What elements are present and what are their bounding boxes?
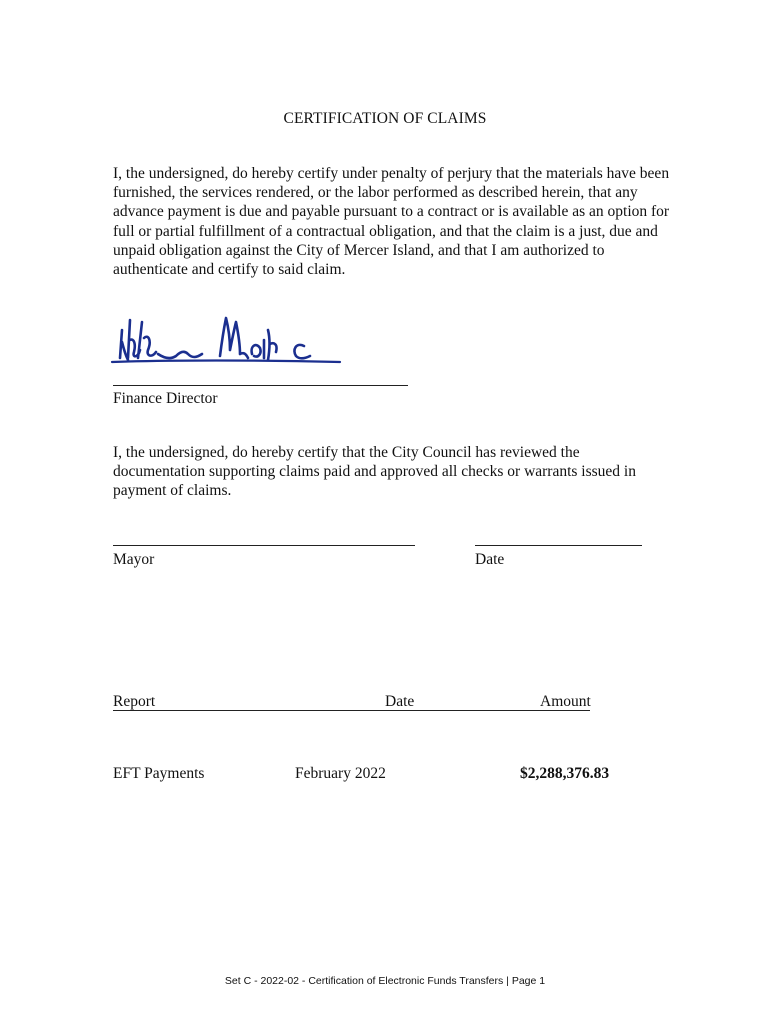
amount-header: Amount (540, 693, 591, 710)
row-amount-cell: $2,288,376.83 (520, 765, 610, 782)
finance-director-signature-line (113, 385, 408, 386)
page-footer: Set C - 2022-02 - Certification of Electronic Funds Transfers | Page 1 (224, 975, 546, 987)
date-label: Date (475, 551, 505, 568)
certification-paragraph: I, the undersigned, do hereby certify under penalty of perjury that the materials have been furnished, the services rendered, or the labor performed as described herein, that any advance payment is due and payable pursuant to a contract or is available as an option for full or partial fulfillment of a contractual obligation, and that the claim is a just, due and unpaid obligation against the City of Mercer Island, and that I am authorized to authenticate and certify to said claim. (113, 165, 670, 279)
report-table-header (113, 693, 593, 713)
council-paragraph: I, the undersigned, do hereby certify that the City Council has reviewed the documentation supporting claims paid and approved all checks or warrants issued in payment of claims. (113, 444, 636, 500)
finance-director-label: Finance Director (113, 390, 218, 407)
report-header: Report (113, 693, 156, 710)
date-header: Date (385, 693, 415, 710)
date-signature-line (475, 545, 642, 546)
report-header-underline (113, 710, 590, 711)
row-report-cell: EFT Payments (113, 765, 205, 782)
document-title: CERTIFICATION OF CLAIMS (283, 110, 487, 127)
row-date-cell: February 2022 (295, 765, 386, 782)
mayor-label: Mayor (113, 551, 155, 568)
mayor-signature-line (113, 545, 415, 546)
signature-image (108, 300, 353, 380)
